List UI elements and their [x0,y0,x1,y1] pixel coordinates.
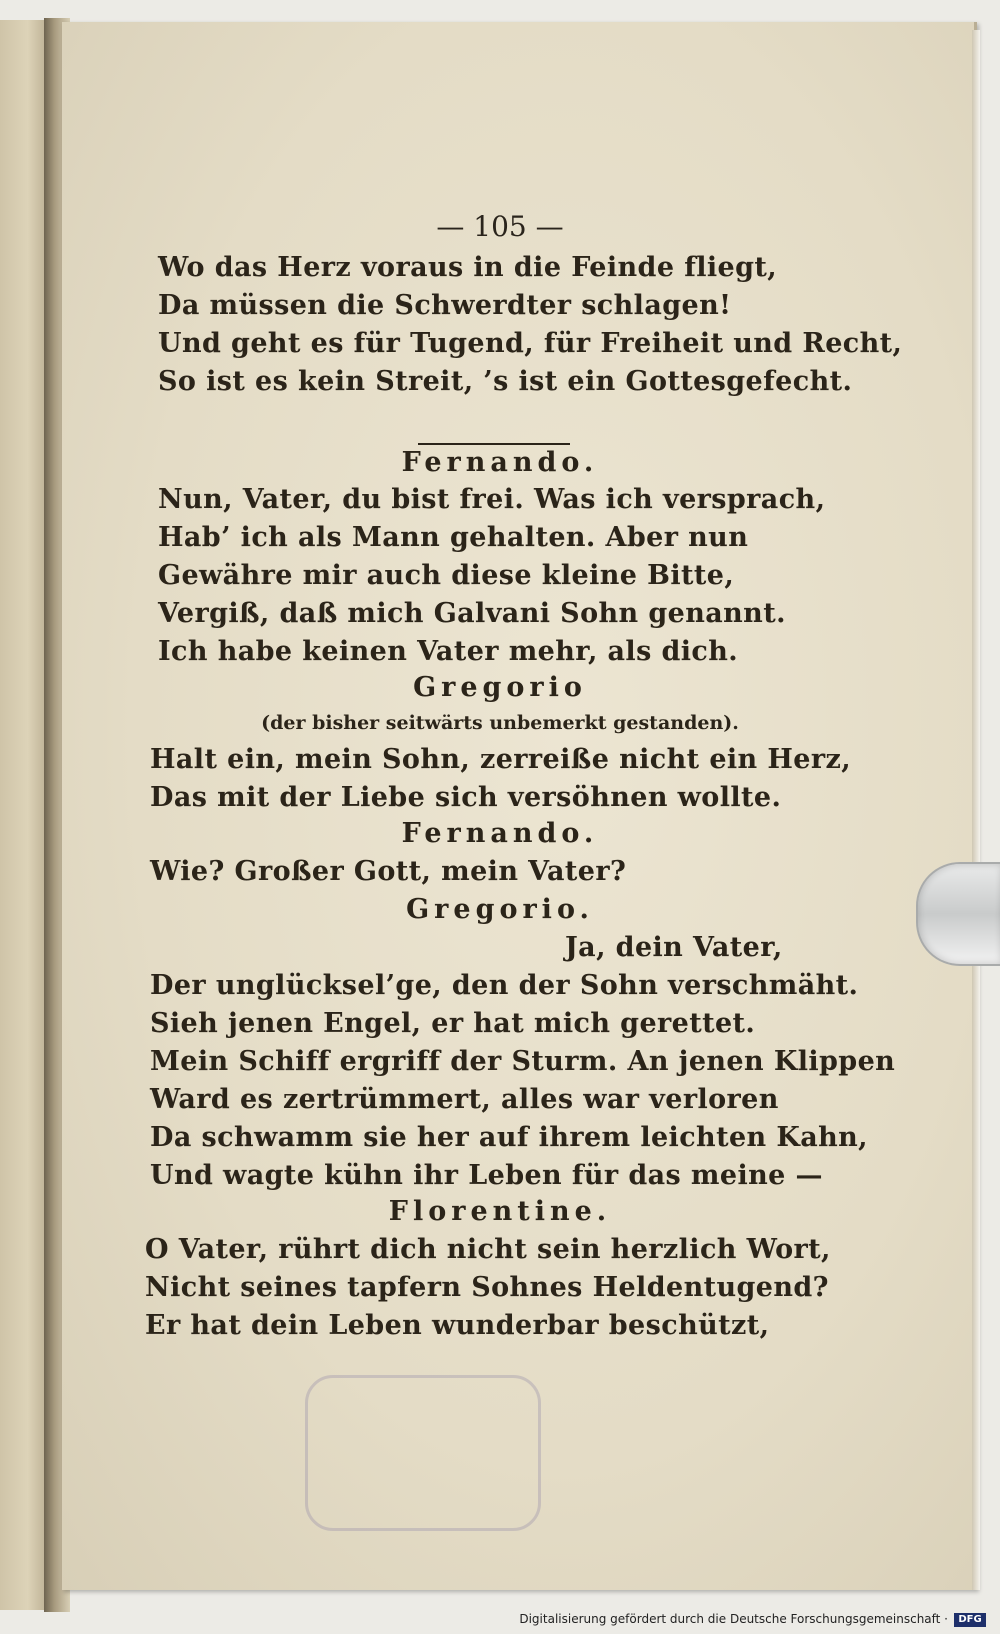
verse-line: Halt ein, mein Sohn, zerreiße nicht ein Herz, [150,744,852,775]
verse-line: Wie? Großer Gott, mein Vater? [150,856,627,887]
page-clip [916,862,1000,966]
page-edge [972,30,980,1590]
stage-direction: (der bisher seitwärts unbemerkt gestanden). [261,712,739,734]
verse-line: Und geht es für Tugend, für Freiheit und Recht, [158,328,903,359]
speaker-gregorio: Gregorio [413,672,587,703]
verse-line: Das mit der Liebe sich versöhnen wollte. [150,782,782,813]
speaker-florentine: Florentine. [388,1196,612,1227]
speaker-fernando: Fernando. [401,447,599,478]
verse-line: Ich habe keinen Vater mehr, als dich. [158,636,739,667]
verse-line: So ist es kein Streit, ’s ist ein Gottesgefecht. [158,366,853,397]
verse-line: Da schwamm sie her auf ihrem leichten Kahn, [150,1122,868,1153]
verse-line: Gewähre mir auch diese kleine Bitte, [158,560,735,591]
verse-line: Nicht seines tapfern Sohnes Heldentugend? [145,1272,829,1303]
verse-line: Sieh jenen Engel, er hat mich gerettet. [150,1008,756,1039]
section-divider [418,443,570,445]
page-number: — 105 — [436,210,564,243]
verse-line: Vergiß, daß mich Galvani Sohn genannt. [158,598,786,629]
verse-line: Hab’ ich als Mann gehalten. Aber nun [158,522,749,553]
verse-line: Wo das Herz voraus in die Feinde fliegt, [158,252,778,283]
dfg-logo: DFG [954,1613,986,1627]
verse-line: Ward es zertrümmert, alles war verloren [150,1084,779,1115]
verse-line: Der unglücksel’ge, den der Sohn verschmäht. [150,970,859,1001]
verse-line: O Vater, rührt dich nicht sein herzlich Wort, [145,1234,831,1265]
verse-line: Mein Schiff ergriff der Sturm. An jenen Klippen [150,1046,896,1077]
speaker-gregorio: Gregorio. [406,894,594,925]
verse-line: Nun, Vater, du bist frei. Was ich versprach, [158,484,826,515]
digitization-credit: Digitalisierung gefördert durch die Deutsche Forschungsgemeinschaft · [519,1612,948,1626]
verse-line: Er hat dein Leben wunderbar beschützt, [145,1310,770,1341]
speaker-fernando: Fernando. [401,818,599,849]
verse-line: Und wagte kühn ihr Leben für das meine — [150,1160,823,1191]
verse-line: Ja, dein Vater, [565,932,783,963]
verse-line: Da müssen die Schwerdter schlagen! [158,290,732,321]
previous-page-edge [0,20,48,1610]
library-stamp [305,1375,541,1531]
